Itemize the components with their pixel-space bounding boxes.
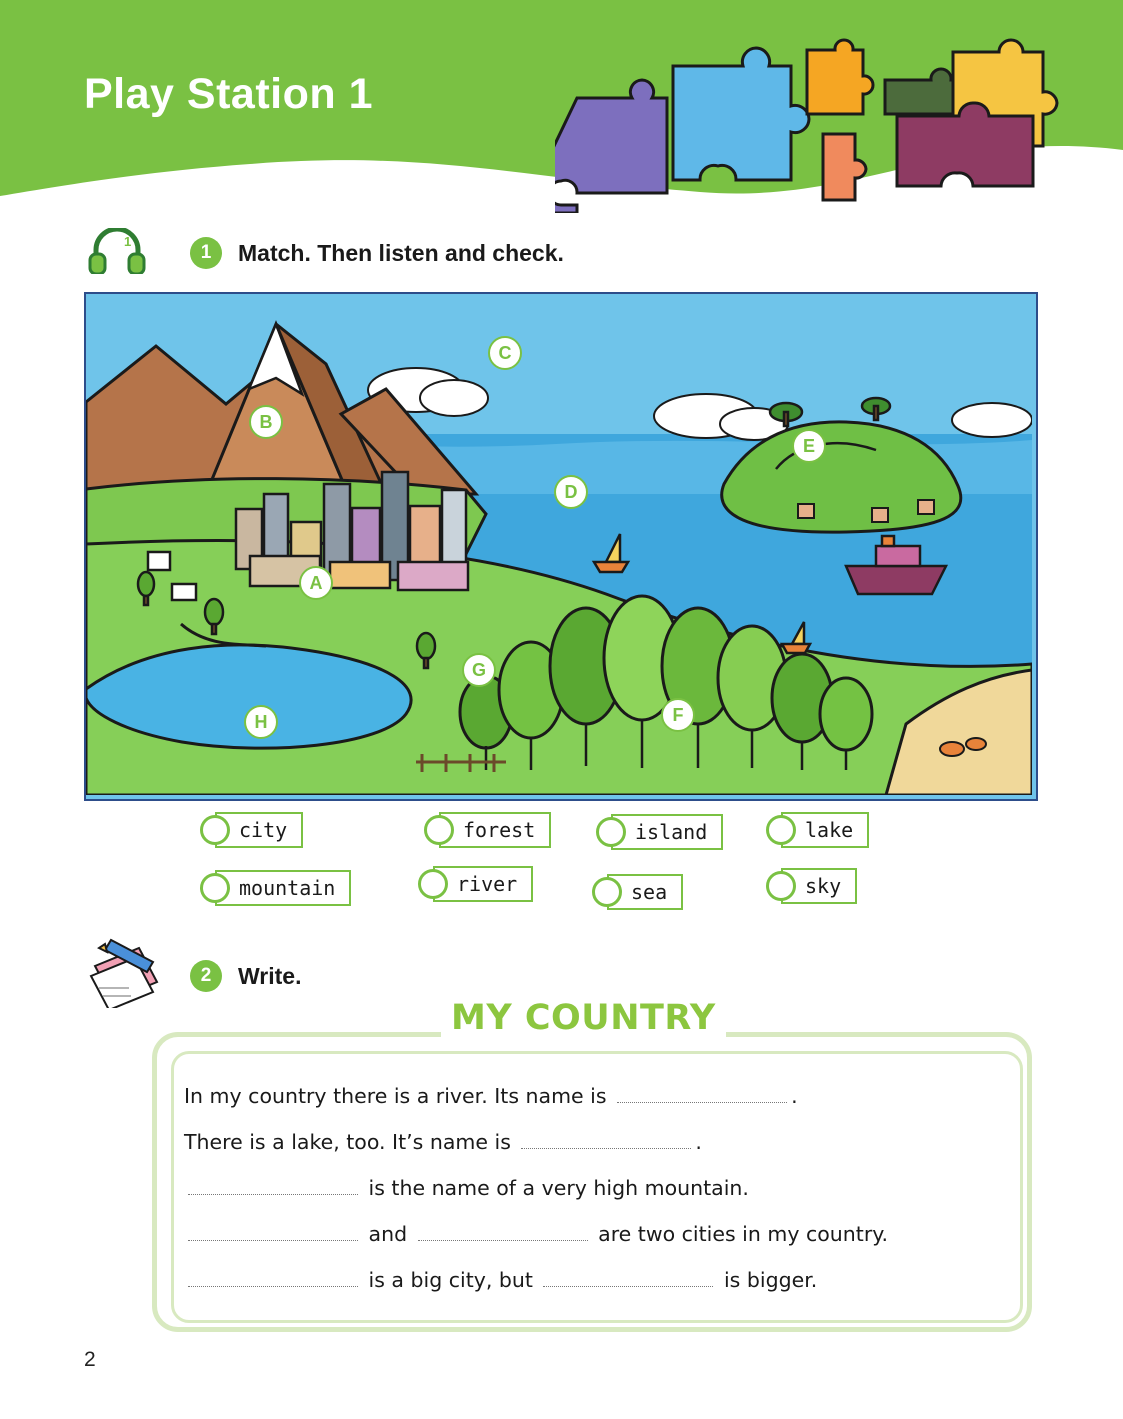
word-item-river[interactable] <box>418 866 533 902</box>
writing-line-2 <box>184 1119 1014 1165</box>
writing-line-1-text-1: In my country there is a river. Its name is <box>184 1084 614 1108</box>
activity-1-number: 1 <box>190 237 222 269</box>
writing-line-1 <box>184 1073 1014 1119</box>
word-label-sea: sea <box>607 874 683 910</box>
word-item-city[interactable] <box>200 812 303 848</box>
scene-label-b[interactable]: B <box>249 405 283 439</box>
scene-label-f[interactable]: F <box>661 698 695 732</box>
word-label-sky: sky <box>781 868 857 904</box>
writing-blank-3[interactable] <box>188 1174 358 1195</box>
scene-label-c[interactable]: C <box>488 336 522 370</box>
writing-line-5-text-1: is a big city, but <box>362 1268 540 1292</box>
word-label-city: city <box>215 812 303 848</box>
writing-line-5 <box>184 1257 1014 1303</box>
writing-line-2-text-2: . <box>695 1130 702 1154</box>
writing-blank-2[interactable] <box>521 1128 691 1149</box>
writing-blank-6[interactable] <box>188 1266 358 1287</box>
scene-label-h[interactable]: H <box>244 705 278 739</box>
match-circle-sea[interactable] <box>592 877 622 907</box>
word-item-mountain[interactable] <box>200 870 351 906</box>
word-item-sea[interactable] <box>592 874 683 910</box>
writing-line-1-text-2: . <box>791 1084 798 1108</box>
writing-line-2-text-1: There is a lake, too. It’s name is <box>184 1130 518 1154</box>
match-circle-river[interactable] <box>418 869 448 899</box>
writing-panel-heading: MY COUNTRY <box>441 998 726 1038</box>
word-label-lake: lake <box>781 812 869 848</box>
word-item-island[interactable] <box>596 814 723 850</box>
word-item-lake[interactable] <box>766 812 869 848</box>
word-item-sky[interactable] <box>766 868 857 904</box>
writing-line-5-text-2: is bigger. <box>717 1268 818 1292</box>
writing-line-4 <box>184 1211 1014 1257</box>
word-item-forest[interactable] <box>424 812 551 848</box>
word-bank <box>200 812 920 927</box>
writing-line-4-text-1: and <box>362 1222 414 1246</box>
match-circle-forest[interactable] <box>424 815 454 845</box>
activity-1-header <box>190 237 564 269</box>
word-label-river: river <box>433 866 533 902</box>
activity-2-header <box>190 960 301 992</box>
word-label-mountain: mountain <box>215 870 351 906</box>
writing-lines <box>184 1073 1014 1303</box>
page-number: 2 <box>84 1348 96 1371</box>
writing-line-4-text-2: are two cities in my country. <box>591 1222 888 1246</box>
landscape-illustration <box>84 292 1038 801</box>
match-circle-sky[interactable] <box>766 871 796 901</box>
activity-1-instruction: Match. Then listen and check. <box>238 239 564 266</box>
svg-text:1: 1 <box>124 234 132 249</box>
activity-2-number: 2 <box>190 960 222 992</box>
writing-line-3 <box>184 1165 1014 1211</box>
scene-label-a[interactable]: A <box>299 566 333 600</box>
puzzle-pieces-decoration <box>555 38 1075 213</box>
match-circle-mountain[interactable] <box>200 873 230 903</box>
scene-label-d[interactable]: D <box>554 475 588 509</box>
writing-blank-4[interactable] <box>188 1220 358 1241</box>
match-circle-city[interactable] <box>200 815 230 845</box>
writing-blank-1[interactable] <box>617 1082 787 1103</box>
word-label-island: island <box>611 814 723 850</box>
scene-label-e[interactable]: E <box>792 429 826 463</box>
writing-blank-5[interactable] <box>418 1220 588 1241</box>
word-label-forest: forest <box>439 812 551 848</box>
writing-blank-7[interactable] <box>543 1266 713 1287</box>
scene-label-g[interactable]: G <box>462 653 496 687</box>
writing-line-3-text-1: is the name of a very high mountain. <box>362 1176 749 1200</box>
page-title: Play Station 1 <box>84 70 373 118</box>
activity-2-instruction: Write. <box>238 962 302 989</box>
match-circle-island[interactable] <box>596 817 626 847</box>
headphones-icon <box>88 228 148 279</box>
pencil-and-paper-icon <box>85 938 167 1013</box>
match-circle-lake[interactable] <box>766 815 796 845</box>
